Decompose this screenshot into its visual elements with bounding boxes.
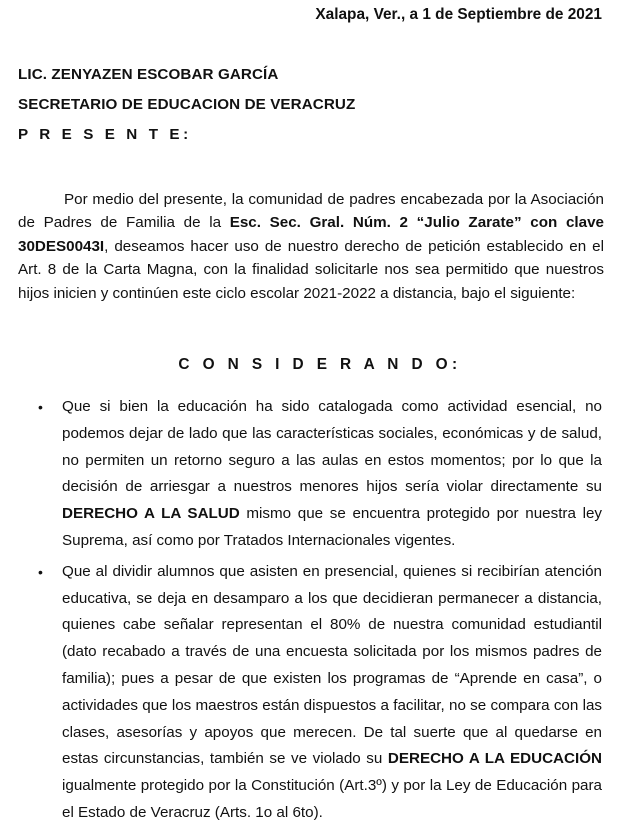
point-text: Que si bien la educación ha sido catalogada como actividad esencial, no podemos dejar de lado que las características sociales, económicas y de salud, no permiten un retorno seguro a las aulas en estos momentos; por lo que la decisión de arriesgar a nuestros menores hijos sería violar directamente su (62, 398, 602, 496)
point-text: Que al dividir alumnos que asisten en presencial, quienes si recibirían atención educativa, se deja en desamparo a los que decidieran permanecer a distancia, quienes cabe señalar representan el 80% de nuestra comunidad estudiantil (dato recabado a través de una encuesta solicitada por los mismos padres de familia); pues a pesar de que existen los programas de “Aprende en casa”, o actividades que los maestros están dispuestos a facilitar, no se compara con las clases, asesorías y apoyos que merecen. De tal suerte que al quedarse en estas circunstancias, también se ve violado su (62, 562, 602, 768)
point-text-end: igualmente protegido por la Constitución (Art.3º) y por la Ley de Educación para el Estado de Veracruz (Arts. 1o al 6to). (62, 777, 602, 821)
intro-text-start: Por medio del presente, la comunidad de padres encabezada por la Asociación de Padres de Familia de la (18, 191, 604, 232)
letter-date: Xalapa, Ver., a 1 de Septiembre de 2021 (315, 6, 602, 23)
intro-text-end: , deseamos hacer uso de nuestro derecho de petición establecido en el Art. 8 de la Carta Magna, con la finalidad solicitarle nos sea permitido que nuestros hijos inicien y continúen este ciclo escolar 2021-2022 a distancia, bajo el siguiente: (18, 237, 604, 302)
point-emphasis: DERECHO A LA EDUCACIÓN (387, 750, 602, 768)
intro-paragraph (18, 188, 604, 305)
bullet-icon: • (38, 399, 43, 415)
recipient-position: SECRETARIO DE EDUCACION DE VERACRUZ (18, 96, 356, 113)
considerando-heading: C O N S I D E R A N D O: (178, 356, 462, 373)
presente-heading: P R E S E N T E: (18, 126, 192, 143)
list-item (0, 559, 602, 827)
point-emphasis: DERECHO A LA SALUD (62, 505, 240, 523)
considerations-list (0, 394, 640, 831)
point-text-end: mismo que se encuentra protegido por nuestra ley Suprema, así como por Tratados Internacionales vigentes. (62, 505, 602, 549)
school-name: Esc. Sec. Gral. Núm. 2 “Julio Zarate” con clave 30DES0043I (18, 214, 604, 255)
bullet-icon: • (38, 563, 43, 580)
list-item (0, 394, 602, 555)
recipient-name: LIC. ZENYAZEN ESCOBAR GARCÍA (18, 66, 279, 83)
